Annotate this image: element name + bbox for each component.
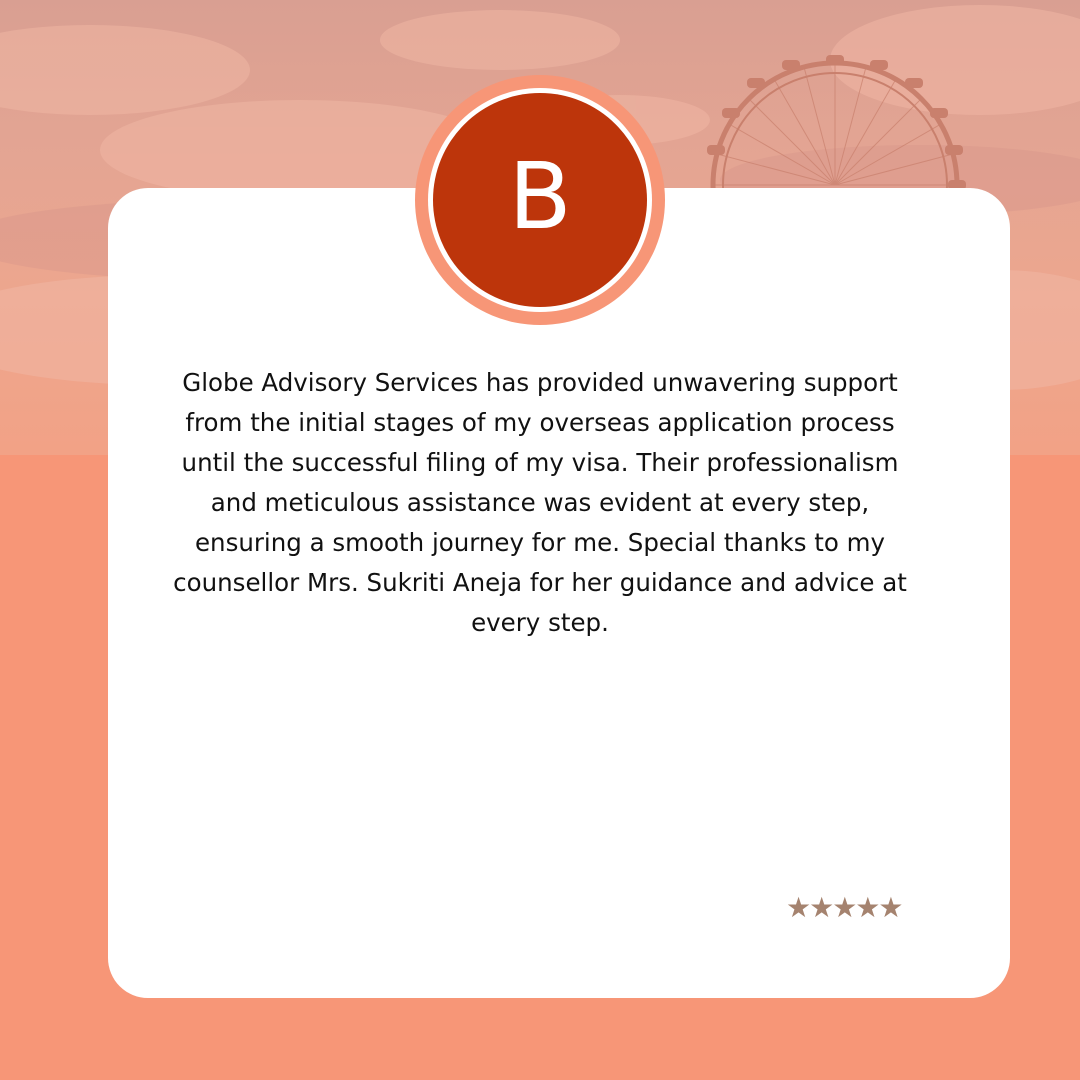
star-rating: ★★★★★ — [786, 891, 902, 924]
avatar-letter: B — [508, 143, 572, 250]
avatar — [433, 93, 647, 307]
review-text: Globe Advisory Services has provided unwavering support from the initial stages of my overseas application process until the successful filing of my visa. Their professionalism and meticulous assistance was evident at every step, ensuring a smooth journey for me. Special thanks to my counsellor Mrs. Sukriti Aneja for her guidance and advice at every step. — [173, 368, 907, 637]
